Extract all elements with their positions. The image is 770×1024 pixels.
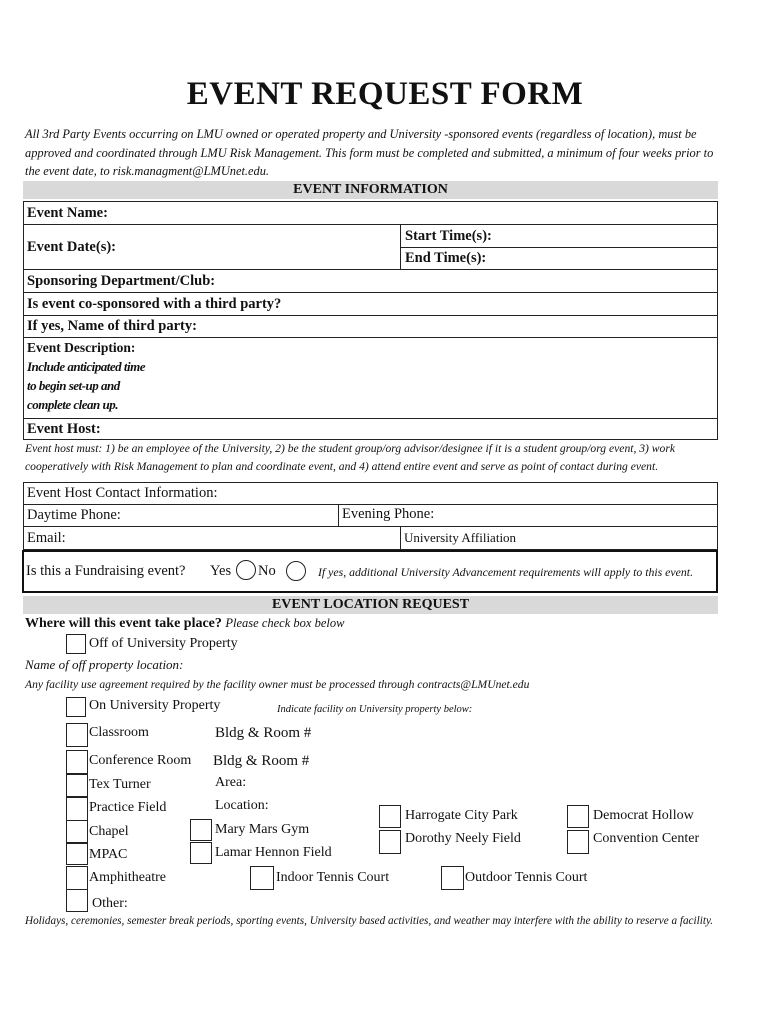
tex-turner-label: Tex Turner [89, 777, 151, 792]
indoor-tennis-court-label: Indoor Tennis Court [276, 870, 390, 885]
description-note-line-2: to begin set-up and [27, 378, 120, 393]
area-label: Area: [215, 775, 247, 790]
convention-center-label: Convention Center [593, 831, 700, 846]
mary-mars-gym-checkbox[interactable] [190, 819, 212, 841]
cosponsored-field[interactable] [23, 292, 718, 316]
host-contact-info-field[interactable] [23, 482, 718, 505]
chapel-checkbox[interactable] [66, 820, 88, 843]
event-name-field[interactable] [23, 201, 718, 225]
off-property-checkbox[interactable] [66, 634, 86, 654]
conference-room-label: Conference Room [89, 753, 192, 768]
harrogate-city-park-checkbox[interactable] [379, 805, 401, 828]
indicate-facility-note: Indicate facility on University property below: [277, 704, 473, 715]
third-party-name-field[interactable] [23, 315, 718, 338]
event-location-heading: EVENT LOCATION REQUEST [23, 596, 718, 614]
evening-phone-field[interactable] [342, 506, 434, 523]
lamar-hennon-field-label: Lamar Hennon Field [215, 845, 332, 860]
harrogate-city-park-label: Harrogate City Park [405, 808, 518, 823]
amphitheatre-checkbox[interactable] [66, 866, 88, 890]
description-note-line-3: complete clean up. [27, 397, 119, 412]
sponsoring-label: Sponsoring Department/Club: [27, 273, 216, 289]
other-label: Other: [92, 896, 128, 911]
sponsoring-department-field[interactable] [23, 269, 718, 293]
host-contact-label: Event Host Contact Information: [27, 485, 218, 501]
chapel-label: Chapel [89, 824, 129, 839]
location-question-line [25, 616, 344, 632]
form-title: EVENT REQUEST FORM [186, 76, 584, 112]
classroom-checkbox[interactable] [66, 723, 88, 747]
description-note-line-1: Include anticipated time [27, 359, 145, 374]
evening-phone-label: Evening Phone: [342, 506, 435, 522]
classroom-bldg-room-label: Bldg & Room # [215, 725, 312, 741]
end-times-label: End Time(s): [405, 250, 487, 266]
conference-bldg-room-label: Bldg & Room # [213, 753, 310, 769]
end-times-field[interactable] [400, 247, 718, 270]
dorothy-neely-field-checkbox[interactable] [379, 830, 401, 854]
fundraising-yes-label: Yes [210, 563, 232, 579]
university-affiliation-label: University Affiliation [404, 530, 517, 545]
tex-turner-checkbox[interactable] [66, 774, 88, 797]
event-host-label: Event Host: [27, 421, 101, 437]
lamar-hennon-field-checkbox[interactable] [190, 842, 212, 864]
location-label: Location: [215, 798, 269, 813]
democrat-hollow-checkbox[interactable] [567, 805, 589, 828]
other-checkbox[interactable] [66, 890, 88, 912]
democrat-hollow-label: Democrat Hollow [593, 808, 694, 823]
fundraising-question: Is this a Fundraising event? [26, 563, 186, 579]
fundraising-no-radio[interactable] [286, 561, 306, 581]
university-affiliation-field[interactable] [404, 530, 516, 546]
indoor-tennis-court-checkbox[interactable] [250, 866, 274, 890]
email-label: Email: [27, 530, 66, 546]
third-party-name-label: If yes, Name of third party: [27, 318, 197, 334]
conference-room-checkbox[interactable] [66, 750, 88, 774]
on-property-label: On University Property [89, 698, 221, 713]
mpac-checkbox[interactable] [66, 843, 88, 865]
practice-field-label: Practice Field [89, 800, 167, 815]
event-dates-label: Event Date(s): [27, 239, 116, 255]
event-host-field[interactable] [23, 418, 718, 440]
convention-center-checkbox[interactable] [567, 830, 589, 854]
location-question-note: Please check box below [225, 616, 345, 630]
classroom-label: Classroom [89, 725, 149, 740]
outdoor-tennis-court-checkbox[interactable] [441, 866, 464, 890]
start-times-field[interactable] [400, 224, 718, 248]
email-field[interactable] [23, 526, 718, 550]
mary-mars-gym-label: Mary Mars Gym [215, 822, 310, 837]
event-description-field[interactable] [23, 337, 718, 419]
fundraising-yes-radio[interactable] [236, 560, 256, 580]
cosponsored-label: Is event co-sponsored with a third party? [27, 296, 282, 312]
fundraising-no-label: No [258, 563, 276, 579]
dorothy-neely-field-label: Dorothy Neely Field [405, 831, 521, 846]
daytime-phone-label: Daytime Phone: [27, 507, 121, 523]
event-name-label: Event Name: [27, 205, 108, 221]
off-property-label: Off of University Property [89, 636, 238, 651]
facility-agreement-note: Any facility use agreement required by the facility owner must be processed through contracts@LMUnet.edu [25, 678, 530, 691]
event-description-label: Event Description: [27, 340, 136, 355]
intro-text: All 3rd Party Events occurring on LMU owned or operated property and University -sponsored events (regardless of location), must be approved and coordinated through LMU Risk Management. This form must be completed and submitted, a minimum of four weeks prior to the event date, to risk.managment@LMUnet.edu. [25, 127, 714, 178]
footer-note: Holidays, ceremonies, semester break periods, sporting events, University based activities, and weather may interfere with the ability to reserve a facility. [25, 915, 714, 927]
fundraising-note: If yes, additional University Advancement requirements will apply to this event. [318, 565, 694, 579]
location-question: Where will this event take place? [25, 616, 222, 631]
start-times-label: Start Time(s): [405, 228, 492, 244]
off-property-name-label: Name of off property location: [25, 657, 184, 672]
phone-divider [338, 504, 339, 527]
practice-field-checkbox[interactable] [66, 797, 88, 821]
on-property-checkbox[interactable] [66, 697, 86, 717]
mpac-label: MPAC [89, 847, 128, 862]
event-information-heading: EVENT INFORMATION [23, 181, 718, 199]
event-host-requirements: Event host must: 1) be an employee of the University, 2) be the student group/org advisor/designee if it is a student group/org event, 3) work cooperatively with Risk Management to plan and coordinate event, and 4) attend entire event and serve as point of contact during event. [25, 442, 675, 473]
email-divider [400, 526, 401, 550]
amphitheatre-label: Amphitheatre [89, 870, 166, 885]
outdoor-tennis-court-label: Outdoor Tennis Court [465, 870, 588, 885]
